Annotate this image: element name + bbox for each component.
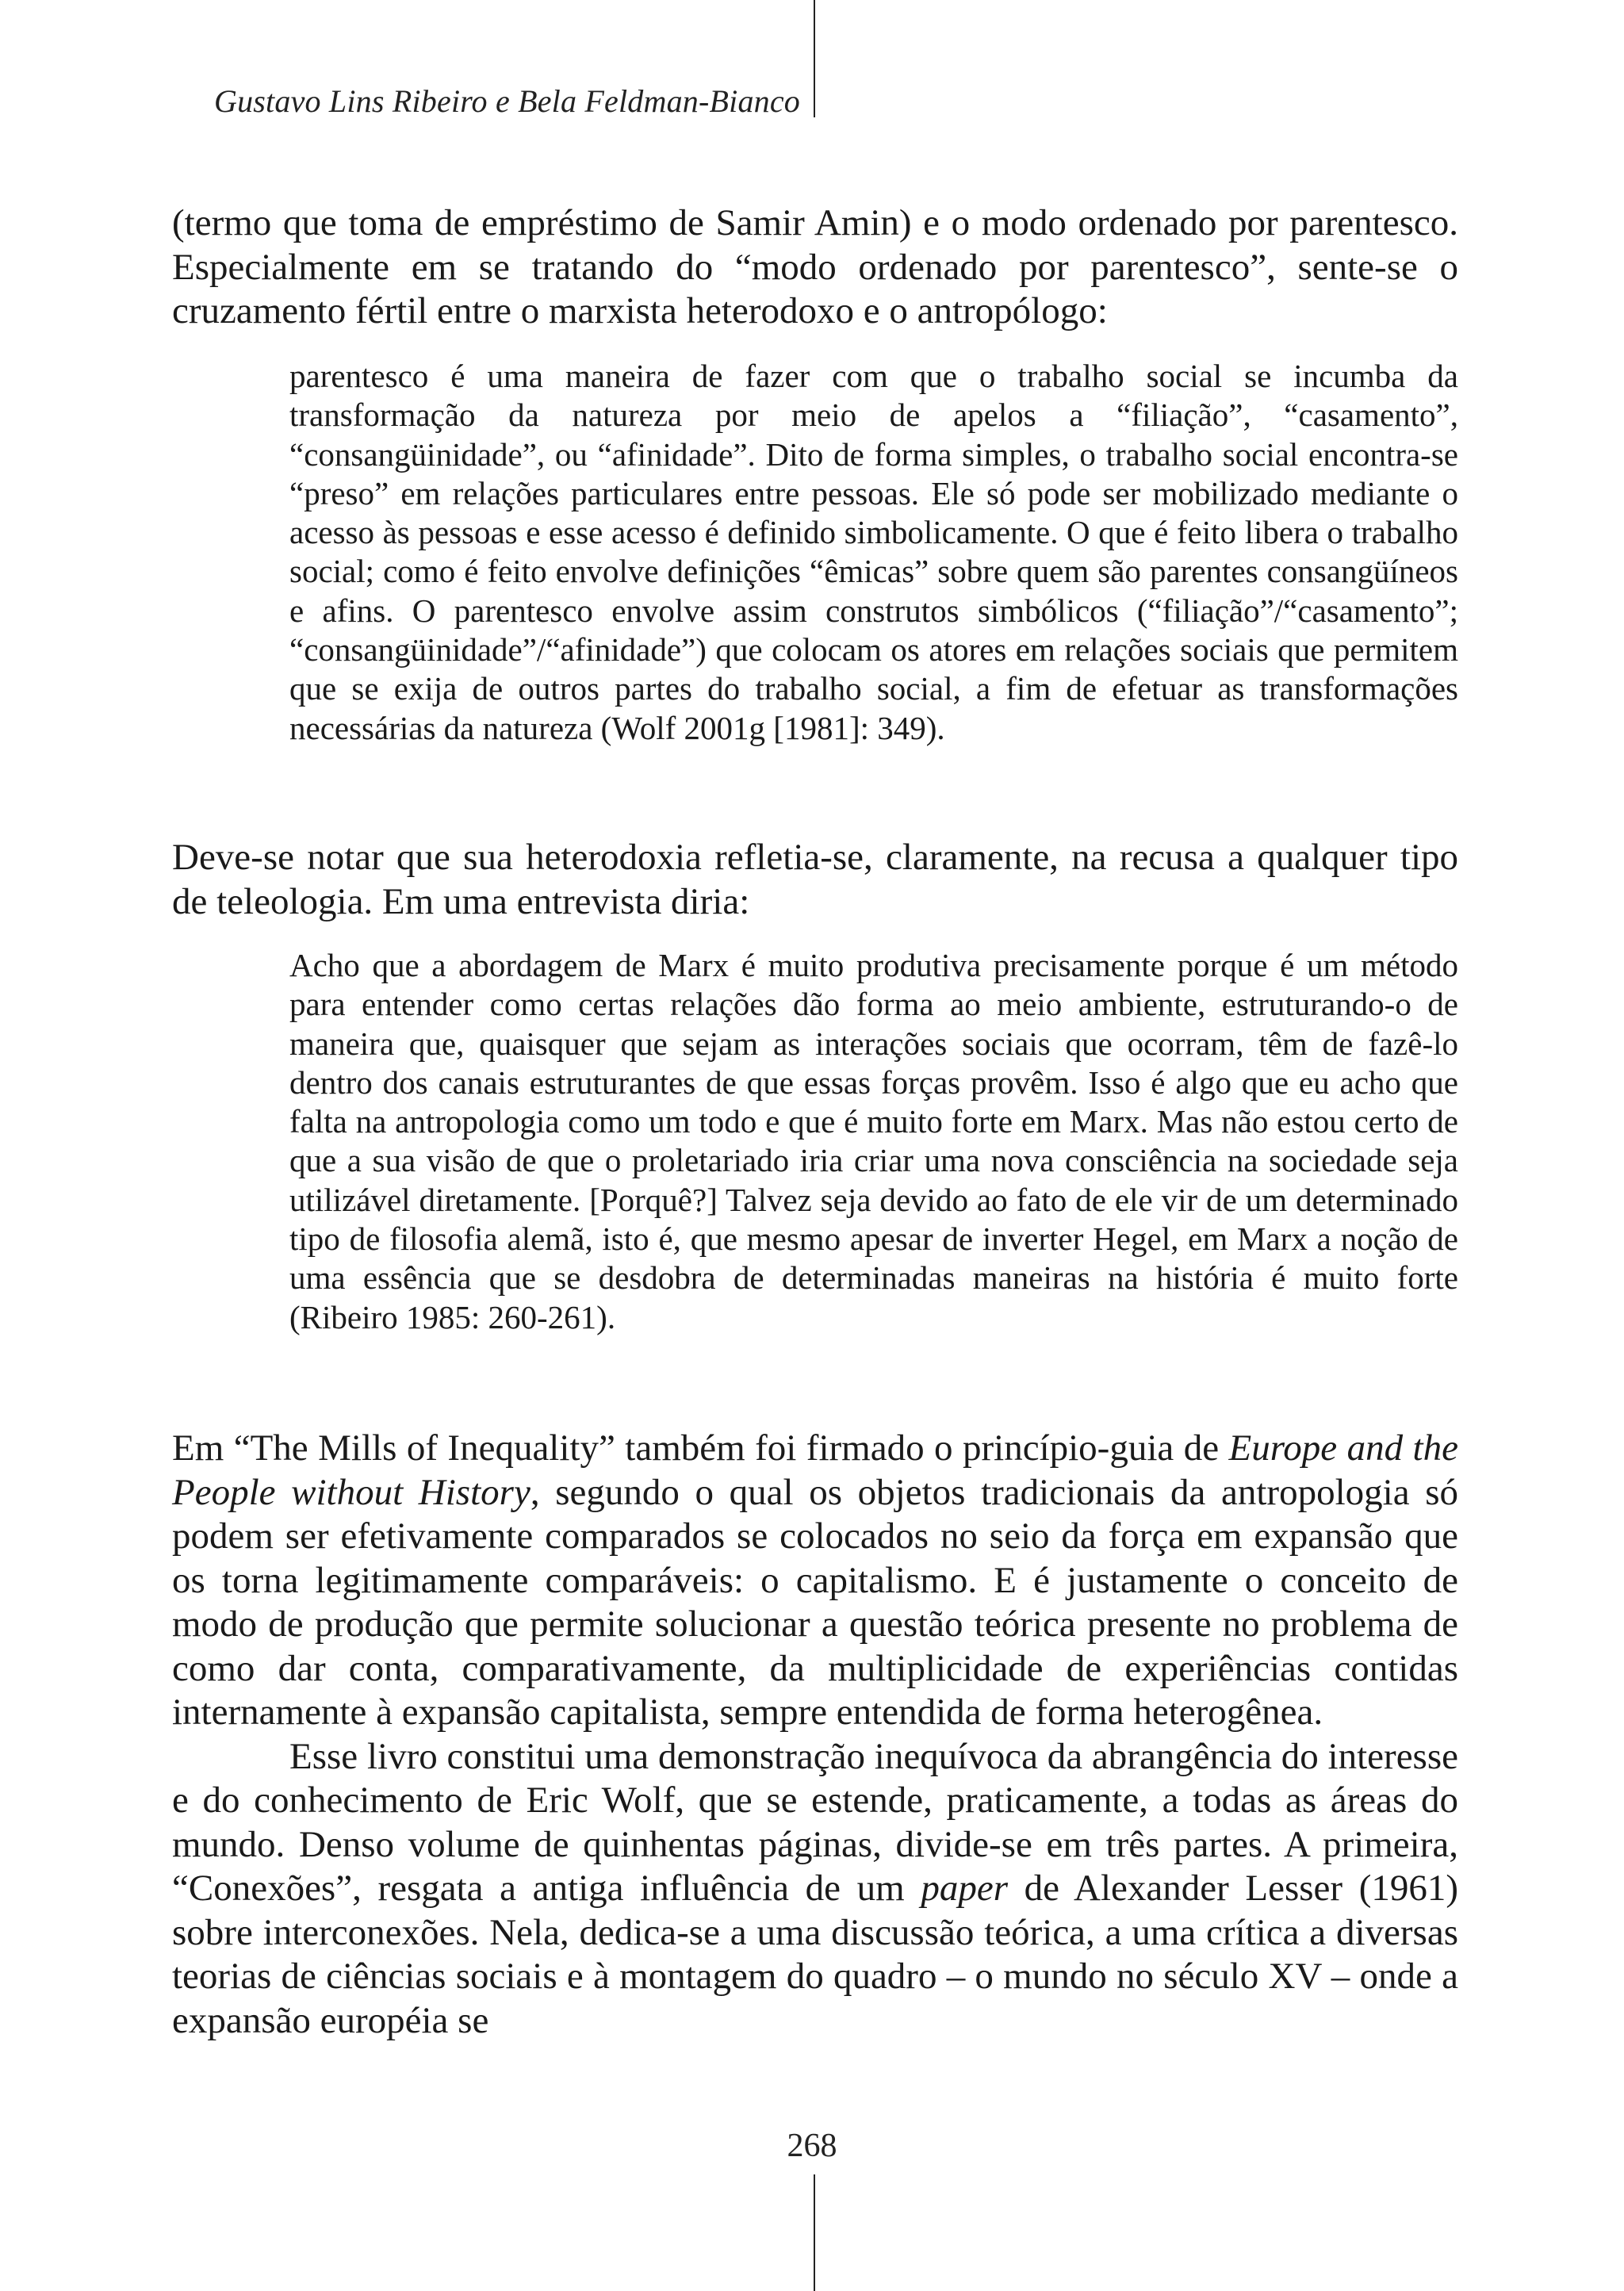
quote-text: Acho que a abordagem de Marx é muito produtiva precisamente porque é um método para entender como certas relações dão forma ao meio ambiente, estruturando-o de maneira que, quaisquer que sejam as interações sociais que ocorram, têm de fazê-lo dentro dos canais estruturantes de que essas forças provêm. Isso é algo que eu acho que falta na antropologia como um todo e que é muito forte em Marx. Mas não estou certo de que a sua visão de que o proletariado iria criar uma nova consciência na sociedade seja utilizável diretamente. [Porquê?] Talvez seja devido ao fato de ele vir de um determinado tipo de filosofia alemã, isto é, que mesmo apesar de inverter Hegel, em Marx a noção de uma essência que se desdobra de determinadas maneiras na história é muito forte (Ribeiro 1985: 260-261).	[289, 947, 1458, 1335]
page-number: 268	[787, 2128, 837, 2164]
quote-text: parentesco é uma maneira de fazer com que o trabalho social se incumba da transformação da natureza por meio de apelos a “filiação”, “casamento”, “consangüinidade”, ou “afinidade”. Dito de forma simples, o trabalho social encontra-se “preso” em relações particulares entre pessoas. Ele só pode ser mobilizado mediante o acesso às pessoas e esse acesso é definido simbolicamente. O que é feito libera o trabalho social; como é feito envolve definições “êmicas” sobre quem são parentes consangüíneos e afins. O parentesco envolve assim construtos simbólicos (“filiação”/“casamento”; “consangüinidade”/“afinidade”) que colocam os atores em relações sociais que permitem que se exija de outros partes do trabalho social, a fim de efetuar as transformações necessárias da natureza (Wolf 2001g [1981]: 349).	[289, 358, 1458, 746]
block-quote-interview	[289, 946, 1458, 1337]
body-paragraph-1	[172, 201, 1458, 334]
paragraph-rest: de Alexander Lesser (1961) sobre interconexões. Nela, dedica-se a uma discussão teórica, a uma crítica a diversas teorias de ciências sociais e à montagem do quadro – o mundo no século XV – onde a expansão européia se	[172, 1868, 1459, 2041]
running-head: Gustavo Lins Ribeiro e Bela Feldman-Bianco	[214, 83, 801, 119]
body-paragraph-2	[172, 836, 1458, 924]
book-title: Europe and the People without History	[172, 1427, 1458, 1513]
body-section	[172, 1427, 1458, 2043]
paragraph-rest: , segundo o qual os objetos tradicionais da antropologia só podem ser efetivamente comparados se colocados no seio da força em expansão que os torna legitimamente comparáveis: o capitalismo. E é justamente o conceito de modo de produção que permite solucionar a questão teórica presente no problema de como dar conta, comparativamente, da multiplicidade de experiências contidas internamente à expansão capitalista, sempre entendida de forma heterogênea.	[172, 1471, 1458, 1733]
italic-term: paper	[921, 1868, 1009, 1909]
paragraph-text: (termo que toma de empréstimo de Samir Amin) e o modo ordenado por parentesco. Especialmente em se tratando do “modo ordenado por parentesco”, sente-se o cruzamento fértil entre o marxista heterodoxo e o antropólogo:	[172, 202, 1458, 331]
paragraph-lead: Em “The Mills of Inequality” também foi firmado o princípio-guia de	[172, 1427, 1229, 1469]
paragraph-text: Deve-se notar que sua heterodoxia refletia-se, claramente, na recusa a qualquer tipo de teleologia. Em uma entrevista diria:	[172, 837, 1458, 922]
paragraph-lead: Esse livro constitui uma demonstração inequívoca da abrangência do interesse e do conhecimento de Eric Wolf, que se estende, praticamente, a todas as áreas do mundo. Denso volume de quinhentas páginas, divide-se em três partes. A primeira, “Conexões”, resgata a antiga influência de um	[172, 1735, 1458, 1909]
body-paragraph-4	[172, 1735, 1458, 2044]
body-paragraph-3	[172, 1427, 1458, 1735]
footer-vertical-rule	[814, 2174, 815, 2291]
block-quote-wolf	[289, 357, 1458, 748]
header-vertical-rule	[814, 0, 815, 117]
